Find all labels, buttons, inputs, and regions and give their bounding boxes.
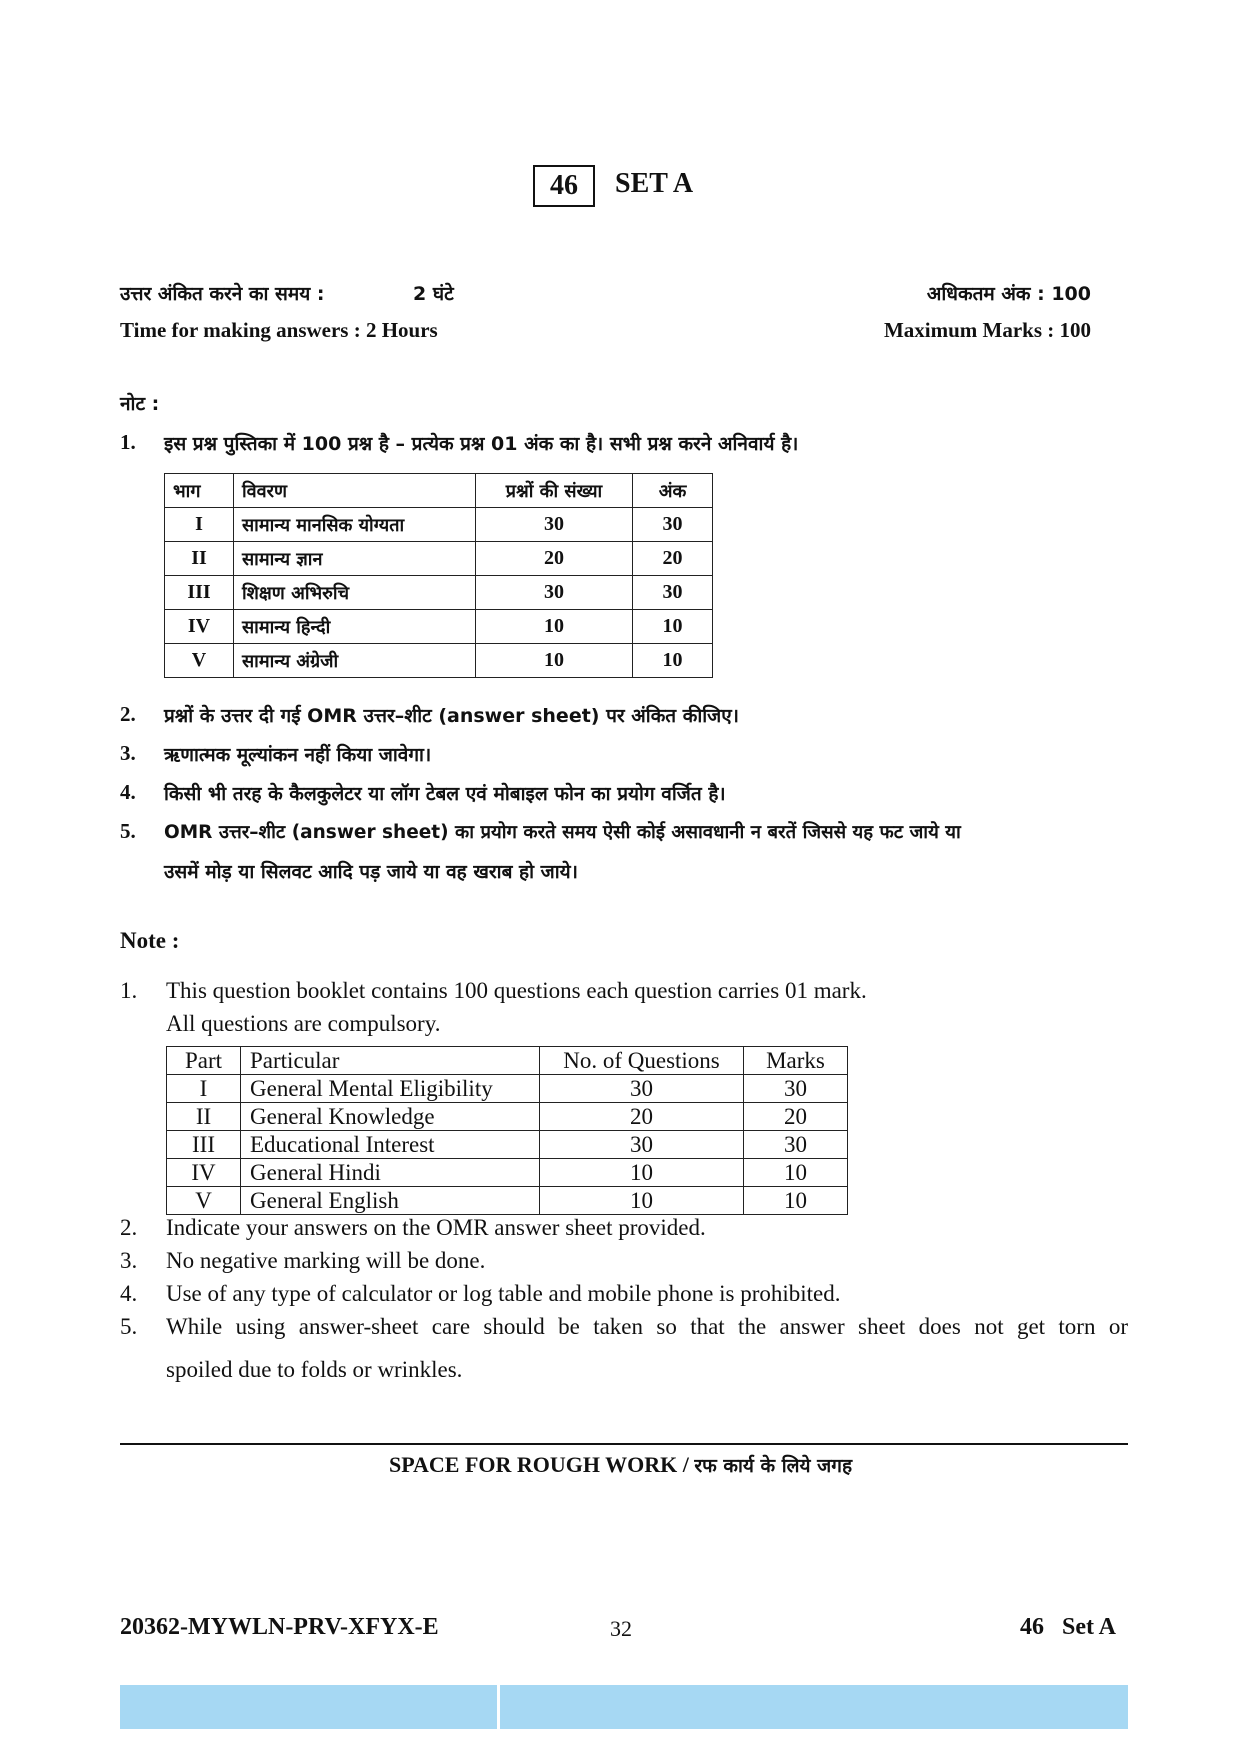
table-header-row bbox=[167, 1047, 848, 1075]
particular-cell: सामान्य मानसिक योग्यता bbox=[234, 508, 476, 542]
note-en-item-3: No negative marking will be done. bbox=[166, 1248, 486, 1273]
header-cell: विवरण bbox=[234, 474, 476, 508]
table-header-row bbox=[165, 474, 713, 508]
table-row bbox=[165, 644, 713, 678]
note-en-item-1-cont: All questions are compulsory. bbox=[166, 1011, 441, 1036]
part-cell: III bbox=[167, 1131, 241, 1159]
marks-hi: अधिकतम अंक : 100 bbox=[926, 283, 1091, 305]
note-en-item-2: Indicate your answers on the OMR answer sheet provided. bbox=[166, 1215, 706, 1240]
note-hi-item-1-num: 1. bbox=[120, 430, 136, 454]
note-en-item-1-num: 1. bbox=[120, 978, 138, 1003]
note-en-item-5: While using answer-sheet care should be taken so that the answer sheet does not get torn or bbox=[166, 1314, 1128, 1339]
marks-cell: 30 bbox=[633, 508, 713, 542]
questions-cell: 30 bbox=[476, 576, 633, 610]
table-row bbox=[167, 1075, 848, 1103]
note-en-title: Note : bbox=[120, 928, 180, 953]
particular-cell: General Hindi bbox=[241, 1159, 540, 1187]
particular-cell: सामान्य हिन्दी bbox=[234, 610, 476, 644]
questions-cell: 20 bbox=[540, 1103, 744, 1131]
set-label: SET A bbox=[615, 168, 694, 199]
table-row bbox=[165, 508, 713, 542]
particular-cell: सामान्य अंग्रेजी bbox=[234, 644, 476, 678]
marks-cell: 30 bbox=[744, 1075, 848, 1103]
part-cell: V bbox=[167, 1187, 241, 1215]
divider-line bbox=[120, 1443, 1128, 1445]
header-cell: Particular bbox=[241, 1047, 540, 1075]
part-cell: V bbox=[165, 644, 234, 678]
particular-cell: General English bbox=[241, 1187, 540, 1215]
questions-cell: 20 bbox=[476, 542, 633, 576]
particular-cell: शिक्षण अभिरुचि bbox=[234, 576, 476, 610]
page-number: 32 bbox=[610, 1616, 632, 1641]
particular-cell: Educational Interest bbox=[241, 1131, 540, 1159]
booklet-number: 46 bbox=[550, 170, 578, 201]
header-cell: Marks bbox=[744, 1047, 848, 1075]
part-cell: I bbox=[167, 1075, 241, 1103]
marks-cell: 10 bbox=[744, 1159, 848, 1187]
note-hi-item-5: OMR उत्तर–शीट (answer sheet) का प्रयोग करते समय ऐसी कोई असावधानी न बरतें जिससे यह फट जाये या bbox=[164, 822, 961, 843]
header-cell: भाग bbox=[165, 474, 234, 508]
note-en-item-4-num: 4. bbox=[120, 1281, 138, 1306]
time-hi-value: 2 घंटे bbox=[413, 283, 454, 305]
booklet-number-box bbox=[533, 165, 595, 207]
table-row bbox=[165, 542, 713, 576]
rough-work-hi: रफ कार्य के लिये जगह bbox=[694, 1455, 853, 1477]
time-hi-label: उत्तर अंकित करने का समय : bbox=[120, 283, 325, 305]
note-en-item-5-num: 5. bbox=[120, 1314, 138, 1339]
marks-cell: 30 bbox=[633, 576, 713, 610]
part-cell: I bbox=[165, 508, 234, 542]
questions-cell: 30 bbox=[540, 1075, 744, 1103]
part-cell: III bbox=[165, 576, 234, 610]
table-row bbox=[167, 1131, 848, 1159]
marks-cell: 20 bbox=[633, 542, 713, 576]
part-cell: II bbox=[167, 1103, 241, 1131]
marks-cell: 20 bbox=[744, 1103, 848, 1131]
header-cell: Part bbox=[167, 1047, 241, 1075]
marks-cell: 30 bbox=[744, 1131, 848, 1159]
rough-work-en: SPACE FOR ROUGH WORK / bbox=[388, 1452, 695, 1477]
table-row bbox=[165, 610, 713, 644]
marks-cell: 10 bbox=[744, 1187, 848, 1215]
note-hi-item-4: किसी भी तरह के कैलकुलेटर या लॉग टेबल एवं मोबाइल फोन का प्रयोग वर्जित है। bbox=[164, 783, 726, 805]
note-hi-item-1: इस प्रश्न पुस्तिका में 100 प्रश्न है – प्रत्येक प्रश्न 01 अंक का है। सभी प्रश्न करने अनिवार्य है। bbox=[164, 433, 799, 455]
note-hi-item-3-num: 3. bbox=[120, 741, 136, 765]
note-en-item-4: Use of any type of calculator or log table and mobile phone is prohibited. bbox=[166, 1281, 841, 1306]
header-cell: No. of Questions bbox=[540, 1047, 744, 1075]
footer-bar-right bbox=[500, 1685, 1128, 1729]
questions-cell: 10 bbox=[476, 644, 633, 678]
marks-cell: 10 bbox=[633, 644, 713, 678]
marks-cell: 10 bbox=[633, 610, 713, 644]
table-row bbox=[167, 1103, 848, 1131]
header-cell: प्रश्नों की संख्या bbox=[476, 474, 633, 508]
note-en-item-2-num: 2. bbox=[120, 1215, 138, 1240]
note-hi-item-2-num: 2. bbox=[120, 702, 136, 726]
note-hi-item-5-num: 5. bbox=[120, 819, 136, 843]
note-en-item-3-num: 3. bbox=[120, 1248, 138, 1273]
table-row bbox=[165, 576, 713, 610]
time-en: Time for making answers : 2 Hours bbox=[120, 318, 438, 342]
particular-cell: General Knowledge bbox=[241, 1103, 540, 1131]
questions-cell: 10 bbox=[540, 1187, 744, 1215]
questions-cell: 30 bbox=[540, 1131, 744, 1159]
note-hi-item-3: ऋणात्मक मूल्यांकन नहीं किया जावेगा। bbox=[164, 744, 432, 766]
header-cell: अंक bbox=[633, 474, 713, 508]
hindi-sections-table bbox=[164, 473, 713, 678]
footer-set: 46 Set A bbox=[1020, 1614, 1116, 1640]
note-hi-title: नोट : bbox=[120, 393, 160, 415]
note-hi-item-4-num: 4. bbox=[120, 780, 136, 804]
part-cell: II bbox=[165, 542, 234, 576]
table-row bbox=[167, 1187, 848, 1215]
table-row bbox=[167, 1159, 848, 1187]
english-sections-table bbox=[166, 1046, 848, 1215]
questions-cell: 30 bbox=[476, 508, 633, 542]
part-cell: IV bbox=[167, 1159, 241, 1187]
footer-code: 20362-MYWLN-PRV-XFYX-E bbox=[120, 1614, 439, 1640]
rough-work-heading bbox=[0, 1452, 1241, 1478]
part-cell: IV bbox=[165, 610, 234, 644]
questions-cell: 10 bbox=[540, 1159, 744, 1187]
marks-en: Maximum Marks : 100 bbox=[883, 318, 1091, 342]
questions-cell: 10 bbox=[476, 610, 633, 644]
footer-bar-left bbox=[120, 1685, 497, 1729]
note-hi-item-2: प्रश्नों के उत्तर दी गई OMR उत्तर–शीट (answer sheet) पर अंकित कीजिए। bbox=[164, 705, 739, 727]
note-en-item-1: This question booklet contains 100 questions each question carries 01 mark. bbox=[166, 978, 867, 1003]
note-en-item-5-cont: spoiled due to folds or wrinkles. bbox=[166, 1357, 463, 1382]
note-hi-item-5-cont: उसमें मोड़ या सिलवट आदि पड़ जाये या वह खराब हो जाये। bbox=[164, 861, 578, 883]
particular-cell: General Mental Eligibility bbox=[241, 1075, 540, 1103]
particular-cell: सामान्य ज्ञान bbox=[234, 542, 476, 576]
